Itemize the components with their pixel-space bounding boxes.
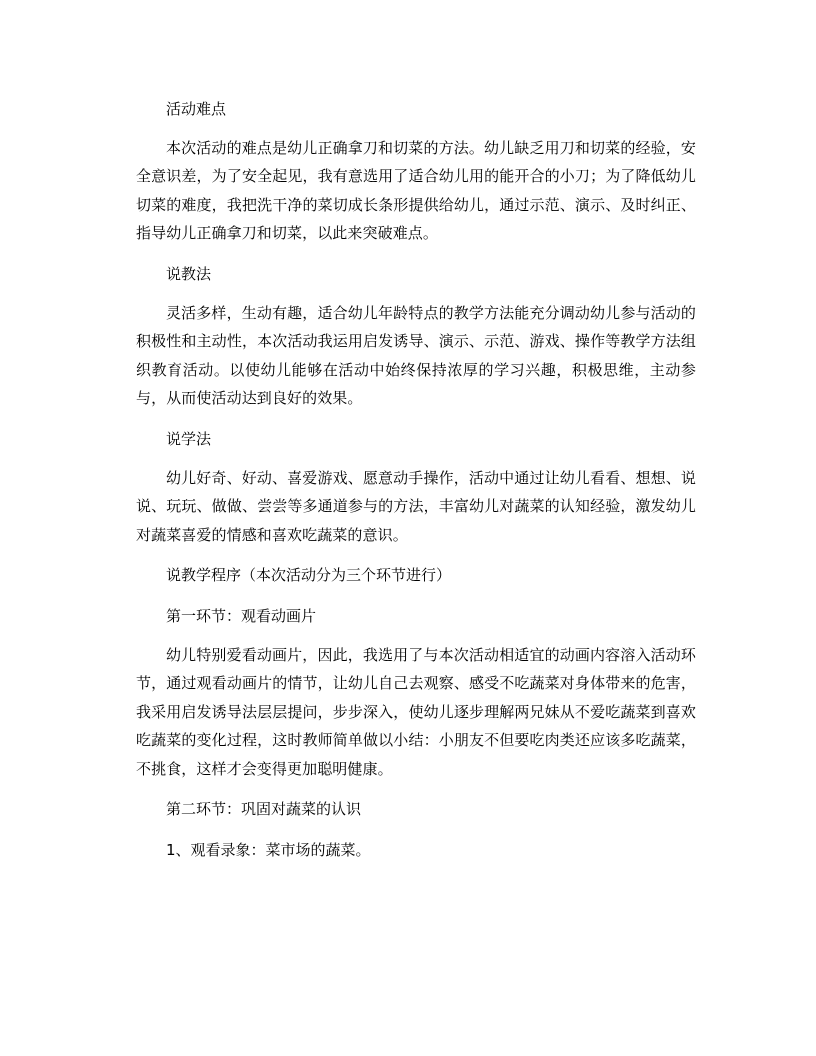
heading-teaching-procedure: 说教学程序（本次活动分为三个环节进行） — [166, 566, 452, 585]
paragraph-learning-method: 幼儿好奇、好动、喜爱游戏、愿意动手操作，活动中通过让幼儿看看、想想、说说、玩玩、做做、尝尝等多通道参与的方法，丰富幼儿对蔬菜的认知经验，激发幼儿对蔬菜喜爱的情感和喜欢吃蔬菜的意识。 — [136, 468, 696, 544]
list-item-watch-video: 1、观看录象：菜市场的蔬菜。 — [166, 841, 371, 860]
heading-learning-method: 说学法 — [166, 429, 212, 448]
document-body — [136, 95, 696, 865]
paragraph-step-one: 幼儿特别爱看动画片，因此，我选用了与本次活动相适宜的动画内容溶入活动环节，通过观看动画片的情节，让幼儿自己去观察、感受不吃蔬菜对身体带来的危害，我采用启发诱导法层层提问，步步深入，使幼儿逐步理解两兄妹从不爱吃蔬菜到喜欢吃蔬菜的变化过程，这时教师简单做以小结：小朋友不但要吃肉类还应该多吃蔬菜，不挑食，这样才会变得更加聪明健康。 — [136, 645, 696, 778]
heading-difficulty: 活动难点 — [166, 100, 227, 118]
heading-step-two: 第二环节：巩固对蔬菜的认识 — [166, 800, 362, 819]
heading-teaching-method: 说教法 — [166, 264, 212, 283]
paragraph-teaching-method: 灵活多样，生动有趣，适合幼儿年龄特点的教学方法能充分调动幼儿参与活动的积极性和主动性，本次活动我运用启发诱导、演示、示范、游戏、操作等教学方法组织教育活动。以使幼儿能够在活动中始终保持浓厚的学习兴趣，积极思维，主动参与，从而使活动达到良好的效果。 — [136, 303, 696, 408]
heading-step-one: 第一环节：观看动画片 — [166, 606, 317, 625]
paragraph-difficulty: 本次活动的难点是幼儿正确拿刀和切菜的方法。幼儿缺乏用刀和切菜的经验，安全意识差，为了安全起见，我有意选用了适合幼儿用的能开合的小刀；为了降低幼儿切菜的难度，我把洗干净的菜切成长条形提供给幼儿，通过示范、演示、及时纠正、指导幼儿正确拿刀和切菜，以此来突破难点。 — [136, 138, 696, 243]
